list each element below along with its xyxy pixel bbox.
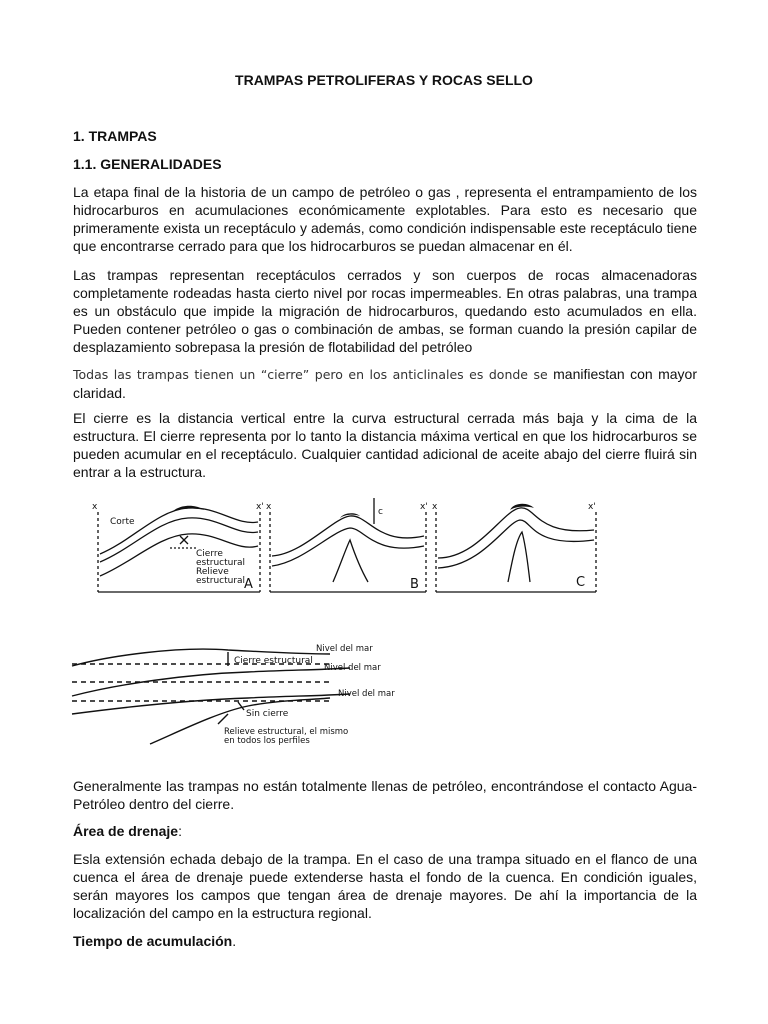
panel-a-letter: A — [244, 577, 253, 592]
panel-a-oil-cap — [172, 506, 204, 512]
panel-c-label-x: x — [432, 502, 438, 512]
panel-c-oil-cap — [510, 504, 534, 510]
relief-label-line2: en todos los perfiles — [224, 736, 310, 746]
relief-label-line1: Relieve estructural, el mismo — [224, 727, 349, 737]
panel-b-closure-mark: c — [378, 507, 383, 517]
sea-level-label-1: Nivel del mar — [316, 644, 373, 654]
panel-c-upper-layer — [438, 508, 594, 558]
panel-c-label-xprime: x' — [588, 502, 596, 512]
paragraph-cierre-part2: manifiestan con mayor claridad. — [73, 366, 697, 401]
panel-b-upper-layer — [272, 516, 424, 556]
relief-pointer — [218, 714, 228, 724]
panel-a-label-corte: Corte — [110, 517, 135, 527]
panel-a-label-relieve: Relieve — [196, 567, 229, 577]
sea-level-label-2: Nivel del mar — [324, 663, 381, 673]
panel-a-label-estructural2: estructural — [196, 576, 246, 586]
drainage-heading — [73, 822, 697, 840]
profile-curve-3 — [72, 694, 350, 714]
panel-c-core — [508, 532, 530, 582]
document-title: TRAMPAS PETROLIFERAS Y ROCAS SELLO — [235, 72, 533, 88]
panel-b-label-xprime: x' — [420, 502, 428, 512]
sea-level-label-3: Nivel del mar — [338, 689, 395, 699]
closure-label: Cierre estructural — [234, 656, 313, 666]
section-heading-generalidades: 1.1. GENERALIDADES — [73, 156, 222, 172]
paragraph-cierre-anticlinales — [73, 365, 697, 402]
panel-a-label-cierre: Cierre — [196, 549, 223, 559]
accumulation-time-heading-period: . — [232, 933, 237, 949]
paragraph-area-drenaje: Esla extensión echada debajo de la trampa. En el caso de una trampa situado en el flanco de una cuenca el área de drenaje puede extenderse hasta el fondo de la cuenca. En condición iguales, serán mayores los campos que tengan área de drenaje mayores. De ahí la importancia de la localización del campo en la estructura regional. — [73, 851, 697, 921]
panel-b-label-x: x — [266, 502, 272, 512]
panel-c-letter: C — [576, 575, 586, 590]
paragraph-etapa-final: La etapa final de la historia de un campo de petróleo o gas , representa el entrampamiento de los hidrocarburos en acumulaciones económicamente explotables. Para esto es necesario que primeramente exista un receptáculo y además, como condición indispensable este receptáculo tiene que encontrarse cerrado para que los hidrocarburos se puedan almacenar en él. — [73, 184, 697, 254]
figure-closure-profiles — [68, 640, 395, 754]
figure-anticline-sections — [88, 496, 608, 606]
panel-a-label-xprime: x' — [256, 502, 264, 512]
paragraph-trampas-representan: Las trampas representan receptáculos cerrados y son cuerpos de rocas almacenadoras completamente rodeadas hasta cierto nivel por rocas impermeables. En otras palabras, una trampa es un obstáculo que impide la migración de hidrocarburos, quedando esto acumulados en ella. Pueden contener petróleo o gas o combinación de ambas, se forman cuando la presión capilar de desplazamiento sobrepasa la presión de flotabilidad del petróleo — [73, 267, 697, 355]
panel-b-core — [333, 540, 368, 582]
section-heading-trampas: 1. TRAMPAS — [73, 128, 157, 144]
panel-b-middle-layer — [272, 528, 424, 566]
panel-b-letter: B — [410, 577, 419, 592]
panel-a-upper-layer — [100, 508, 258, 554]
drainage-heading-colon: : — [178, 823, 182, 839]
panel-a-label-estructural: estructural — [196, 558, 246, 568]
paragraph-distancia-vertical: El cierre es la distancia vertical entre la curva estructural cerrada más baja y la cima de la estructura. El cierre representa por lo tanto la distancia máxima vertical en que los hidrocarburos se pueden acumular en el receptáculo. Cualquier cantidad adicional de aceite abajo del cierre fluirá sin entrar a la estructura. — [73, 410, 697, 480]
panel-a-marker — [180, 536, 188, 544]
accumulation-time-heading — [73, 932, 697, 950]
drainage-heading-text: Área de drenaje — [73, 823, 179, 839]
paragraph-contacto-agua-petroleo: Generalmente las trampas no están totalmente llenas de petróleo, encontrándose el contacto Agua-Petróleo dentro del cierre. — [73, 778, 697, 812]
panel-a-label-x: x — [92, 502, 98, 512]
paragraph-cierre-part1: Todas las trampas tienen un “cierre” pero en los anticlinales es donde se — [73, 367, 548, 382]
no-closure-label: Sin cierre — [246, 709, 289, 719]
accumulation-time-heading-text: Tiempo de acumulación — [73, 933, 233, 949]
